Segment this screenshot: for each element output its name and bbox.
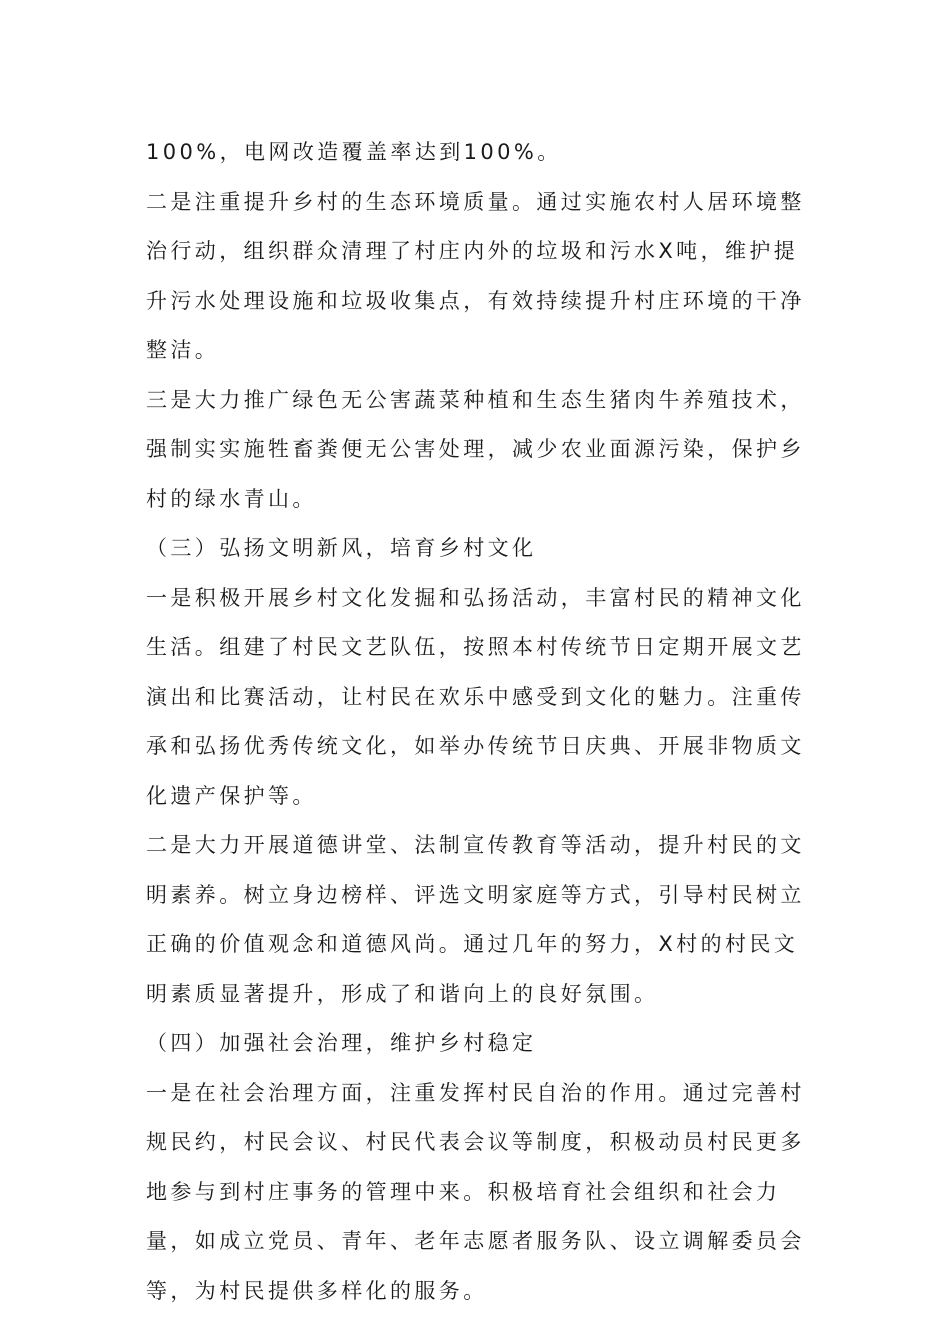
paragraph: 三是大力推广绿色无公害蔬菜种植和生态生猪肉牛养殖技术，强制实实施牲畜粪便无公害处理，减少农业面源污染，保护乡村的绿水青山。 (146, 387, 805, 511)
paragraph: 一是在社会治理方面，注重发挥村民自治的作用。通过完善村规民约，村民会议、村民代表会议等制度，积极动员村民更多地参与到村庄事务的管理中来。积极培育社会组织和社会力量，如成立党员、青年、老年志愿者服务队、设立调解委员会等，为村民提供多样化的服务。 (146, 1080, 805, 1303)
section-heading: （三）弘扬文明新风，培育乡村文化 (146, 536, 537, 560)
section-heading: （四）加强社会治理，维护乡村稳定 (146, 1031, 537, 1055)
paragraph: 二是大力开展道德讲堂、法制宣传教育等活动，提升村民的文明素养。树立身边榜样、评选文明家庭等方式，引导村民树立正确的价值观念和道德风尚。通过几年的努力，X村的村民文明素质显著提升，形成了和谐向上的良好氛围。 (146, 833, 805, 1006)
document-body (146, 128, 808, 1316)
paragraph: 二是注重提升乡村的生态环境质量。通过实施农村人居环境整治行动，组织群众清理了村庄内外的垃圾和污水X吨，维护提升污水处理设施和垃圾收集点，有效持续提升村庄环境的干净整洁。 (146, 189, 805, 362)
paragraph: 一是积极开展乡村文化发掘和弘扬活动，丰富村民的精神文化生活。组建了村民文艺队伍，按照本村传统节日定期开展文艺演出和比赛活动，让村民在欢乐中感受到文化的魅力。注重传承和弘扬优秀传统文化，如举办传统节日庆典、开展非物质文化遗产保护等。 (146, 585, 805, 808)
paragraph: 100%，电网改造覆盖率达到100%。 (146, 140, 562, 164)
